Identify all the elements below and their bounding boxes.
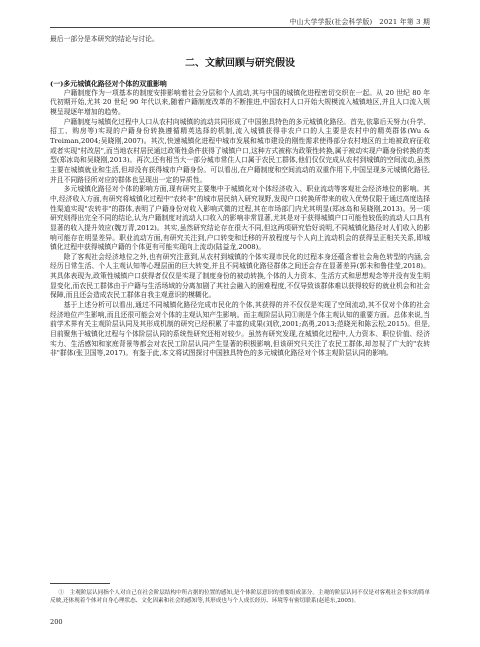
subsection-title: (一)多元城镇化路径对个体的双重影响 [50,79,167,88]
paragraph-3: 多元城镇化路径对个体的影响方面,现有研究主要集中于城镇化对个体经济收入、职业流动等客观社会经济地位的影响。其中,经济收入方面,有研究将城镇化过程中"农转非"的城市居民纳入研究视野,发现户口转换所带来的收入优势仅限于通过高度选择性渠道实现"农转非"的群体,表明了户籍身份对收入影响式微的过程,其在市场部门内尤其明显(郑冰岛和吴晓刚,2013)。另一项研究则得出完全不同的结论,认为户籍制度对流动人口收入的影响非常显著,尤其是对于获得城镇户口可能性较低的流动人口具有显著的收入提升效应(魏万青,2012)。其实,虽然研究结论存在很大不同,但这两项研究恰好说明,不同城镇化路径对人们收入的影响可能存在明显差异。职业流动方面,有研究关注到,户口转变和迁移的开放程度与个人向上流动机会的获得呈正相关关系,即城镇化过程中获得城镇户籍的个体更有可能实现向上流动(陆益龙,2008)。 [50,185,430,252]
paragraph-5: 基于上述分析可以看出,通过不同城镇化路径完成市民化的个体,其获得的并不仅仅是实现了空间流动,其不仅对个体的社会经济地位产生影响,而且还很可能会对个体的主观认知产生影响。而主观阶层认同①则是个体主观认知的重要方面。总体来说,当前学术界有关主观阶层认同及其形成机制的研究已经积累了丰富的成果(刘欣,2001;高勇,2013;范晓光和陈云松,2015)。但是,目前聚焦于城镇化过程与个体阶层认同的系统性研究还相对较少。虽然有研究发现,在城镇化过程中,人力资本、职位价值、经济实力、生活感知和家庭背景等都会对农民工阶层认同产生显著的积极影响,但该研究只关注了农民工群体,却忽视了广大的"农转非"群体(张卫国等,2017)。有鉴于此,本文将试图探讨中国独具特色的多元城镇化路径对个体主观阶层认同的影响。 [50,301,430,358]
footnote-area [50,583,430,605]
main-text [50,35,430,359]
running-header [0,0,480,36]
paragraph-4: 除了客观社会经济地位之外,也有研究注意到,从农村到城镇的个体实现市民化的过程本身还蕴含着社会角色转型的内涵,会经历日常生活、个人主观认知等心理层面的巨大转变,并且不同城镇化路径群体之间还会存在显著差异(郭未和鲁佳莹,2018)。其具体表现为,政策性城镇户口获得者仅仅是实现了制度身份的被动转换,个体的人力资本、生活方式和思想观念等并没有发生明显变化,而农民工群体由于户籍与生活场域的分离加剧了其社会融入的困难程度,不仅导致该群体难以获得较好的就业机会和社会保障,而且还会造成农民工群体自我主观意识的模糊化。 [50,252,430,300]
journal-header-text: 中山大学学报(社会科学版) 2021 年第 3 期 [289,18,430,26]
page-number: 200 [50,618,63,626]
section-title: 二、文献回顾与研究假设 [185,57,295,69]
paragraph-2: 户籍制度与城镇化过程中人口从农村向城镇的流动共同形成了中国独具特色的多元城镇化路径。首先,依靠后天努力(升学、招工、购房等)实现的户籍身份转换遵循精英选择的机制,流入城镇获得非农户口的人主要是农村中的精英群体(Wu & Treiman,2004;吴晓刚,2007)。其次,快速城镇化进程中城市发展和城市建设的刚性需求使得部分农村地区的土地被政府征收或者实现"村改居",而当地农村居民通过政策性条件获得了城镇户口,这种方式被称为政策性转换,属于被动实现户籍身份转换的类型(郑冰岛和吴晓刚,2013)。再次,还有相当大一部分城市常住人口属于农民工群体,他们仅仅完成从农村到城镇的空间流动,虽然主要在城镇就业和生活,但却没有获得城市户籍身份。可以看出,在户籍制度和空间流动的双重作用下,中国呈现多元城镇化路径,并且不同路径所对应的群体也呈现出一定的异质性。 [50,117,430,184]
footnote-rule [50,583,110,584]
footnote: ① 主观阶层认同指个人对自己在社会阶层结构中所占据的位置的感知,是个体阶层意识的重要组成部分。主观的阶层认同不仅是对客观社会事实的简单反映,还体现着个体对自身心理状态、文化因素和社会的感知等,其形成也与个人成长经历、环境等有密切联系(赵延东,2005)。 [50,590,430,604]
header-rule [50,27,430,28]
intro-line: 最后一部分是本研究的结论与讨论。 [50,35,159,43]
paragraph-1: 户籍制度作为一项基本的制度安排影响着社会分层和个人流动,其与中国的城镇化进程密切交织在一起。从 20 世纪 80 年代初期开始,尤其 20 世纪 90 年代以来,随着户籍制度改革的不断推进,中国农村人口开始大规模流入城镇地区,并且人口流入规模呈现逐年增加的趋势。 [50,88,430,116]
